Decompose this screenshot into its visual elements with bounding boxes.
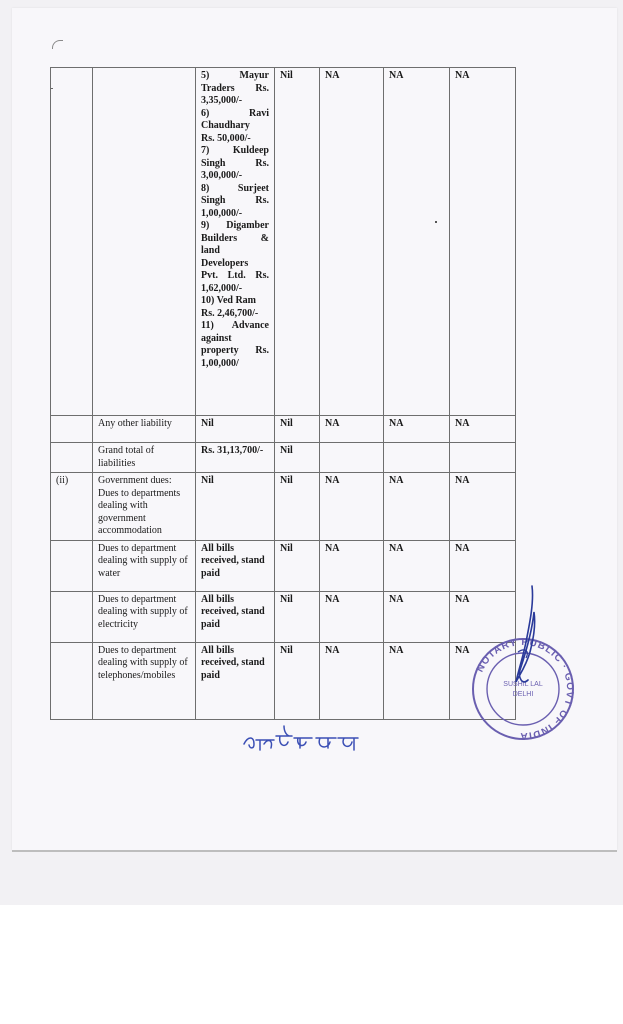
creditor-entries: 5) Mayur Traders Rs. 3,35,000/- 6) Ravi Chaudhary Rs. 50,000/- 7) Kuldeep Singh Rs. 3,00,000/- 8) Surjeet Singh Rs. 1,00,000/- 9) Digamber Builders & land Developers Pvt. Ltd. Rs. 1,62,000/- 10) Ved Ram Rs. 2,46,700/- 11) Advance against property Rs. 1,00,000/ bbox=[201, 70, 269, 369]
cell-dependent-2: NA bbox=[384, 591, 450, 642]
table-row bbox=[51, 443, 516, 473]
table-row bbox=[51, 642, 516, 719]
cell-dependent-3: NA bbox=[450, 416, 516, 443]
cell-item bbox=[93, 68, 196, 416]
cell-dependent-3: NA bbox=[450, 591, 516, 642]
cell-item: Dues to department dealing with supply of telephones/mobiles bbox=[93, 642, 196, 719]
cell-dependent-2: NA bbox=[384, 473, 450, 541]
cell-dependent-2 bbox=[384, 443, 450, 473]
cell-serial bbox=[51, 443, 93, 473]
cell-dependent-1: NA bbox=[320, 473, 384, 541]
cell-self: Rs. 31,13,700/- bbox=[196, 443, 275, 473]
cell-dependent-1: NA bbox=[320, 416, 384, 443]
cell-item: Dues to department dealing with supply of water bbox=[93, 540, 196, 591]
cell-dependent-1: NA bbox=[320, 68, 384, 416]
cell-serial bbox=[51, 642, 93, 719]
table-row bbox=[51, 473, 516, 541]
cell-item: Grand total of liabilities bbox=[93, 443, 196, 473]
cell-spouse: Nil bbox=[275, 416, 320, 443]
cell-self: Nil bbox=[196, 473, 275, 541]
cell-dependent-3: NA bbox=[450, 540, 516, 591]
cell-serial bbox=[51, 591, 93, 642]
cell-creditor-list bbox=[196, 68, 275, 416]
cell-spouse: Nil bbox=[275, 591, 320, 642]
cell-dependent-1: NA bbox=[320, 540, 384, 591]
cell-dependent-1: NA bbox=[320, 642, 384, 719]
cell-self: All bills received, stand paid bbox=[196, 642, 275, 719]
cell-dependent-2: NA bbox=[384, 540, 450, 591]
cell-dependent-2: NA bbox=[384, 68, 450, 416]
cell-spouse: Nil bbox=[275, 68, 320, 416]
table-row bbox=[51, 416, 516, 443]
cell-spouse: Nil bbox=[275, 540, 320, 591]
cell-item: Any other liability bbox=[93, 416, 196, 443]
notary-signature bbox=[496, 582, 556, 702]
page-bottom-edge bbox=[12, 850, 617, 852]
punch-hole-mark bbox=[52, 40, 63, 49]
cell-dependent-3 bbox=[450, 443, 516, 473]
svg-text:NOTARY PUBLIC · GOVT OF INDIA: NOTARY PUBLIC · GOVT OF INDIA bbox=[474, 636, 576, 742]
cell-spouse: Nil bbox=[275, 443, 320, 473]
cell-self: All bills received, stand paid bbox=[196, 591, 275, 642]
cell-self: Nil bbox=[196, 416, 275, 443]
liabilities-table bbox=[50, 67, 516, 720]
cell-self: All bills received, stand paid bbox=[196, 540, 275, 591]
svg-text:SUSHIL LAL: SUSHIL LAL bbox=[503, 681, 543, 688]
cell-serial bbox=[51, 68, 93, 416]
cell-dependent-2: NA bbox=[384, 416, 450, 443]
table-row bbox=[51, 540, 516, 591]
cell-dependent-2: NA bbox=[384, 642, 450, 719]
cell-item: Dues to department dealing with supply of electricity bbox=[93, 591, 196, 642]
cell-dependent-3: NA bbox=[450, 68, 516, 416]
handwritten-signature bbox=[240, 718, 370, 758]
cell-serial bbox=[51, 540, 93, 591]
cell-dependent-1: NA bbox=[320, 591, 384, 642]
table-row-continued bbox=[51, 68, 516, 416]
cell-dependent-3: NA bbox=[450, 473, 516, 541]
cell-serial: (ii) bbox=[51, 473, 93, 541]
cell-serial bbox=[51, 416, 93, 443]
cell-spouse: Nil bbox=[275, 642, 320, 719]
cell-item: Government dues: Dues to departments dealing with government accommodation bbox=[93, 473, 196, 541]
table-row bbox=[51, 591, 516, 642]
cell-dependent-3: NA bbox=[450, 642, 516, 719]
cell-spouse: Nil bbox=[275, 473, 320, 541]
cell-dependent-1 bbox=[320, 443, 384, 473]
svg-text:DELHI: DELHI bbox=[512, 691, 534, 698]
